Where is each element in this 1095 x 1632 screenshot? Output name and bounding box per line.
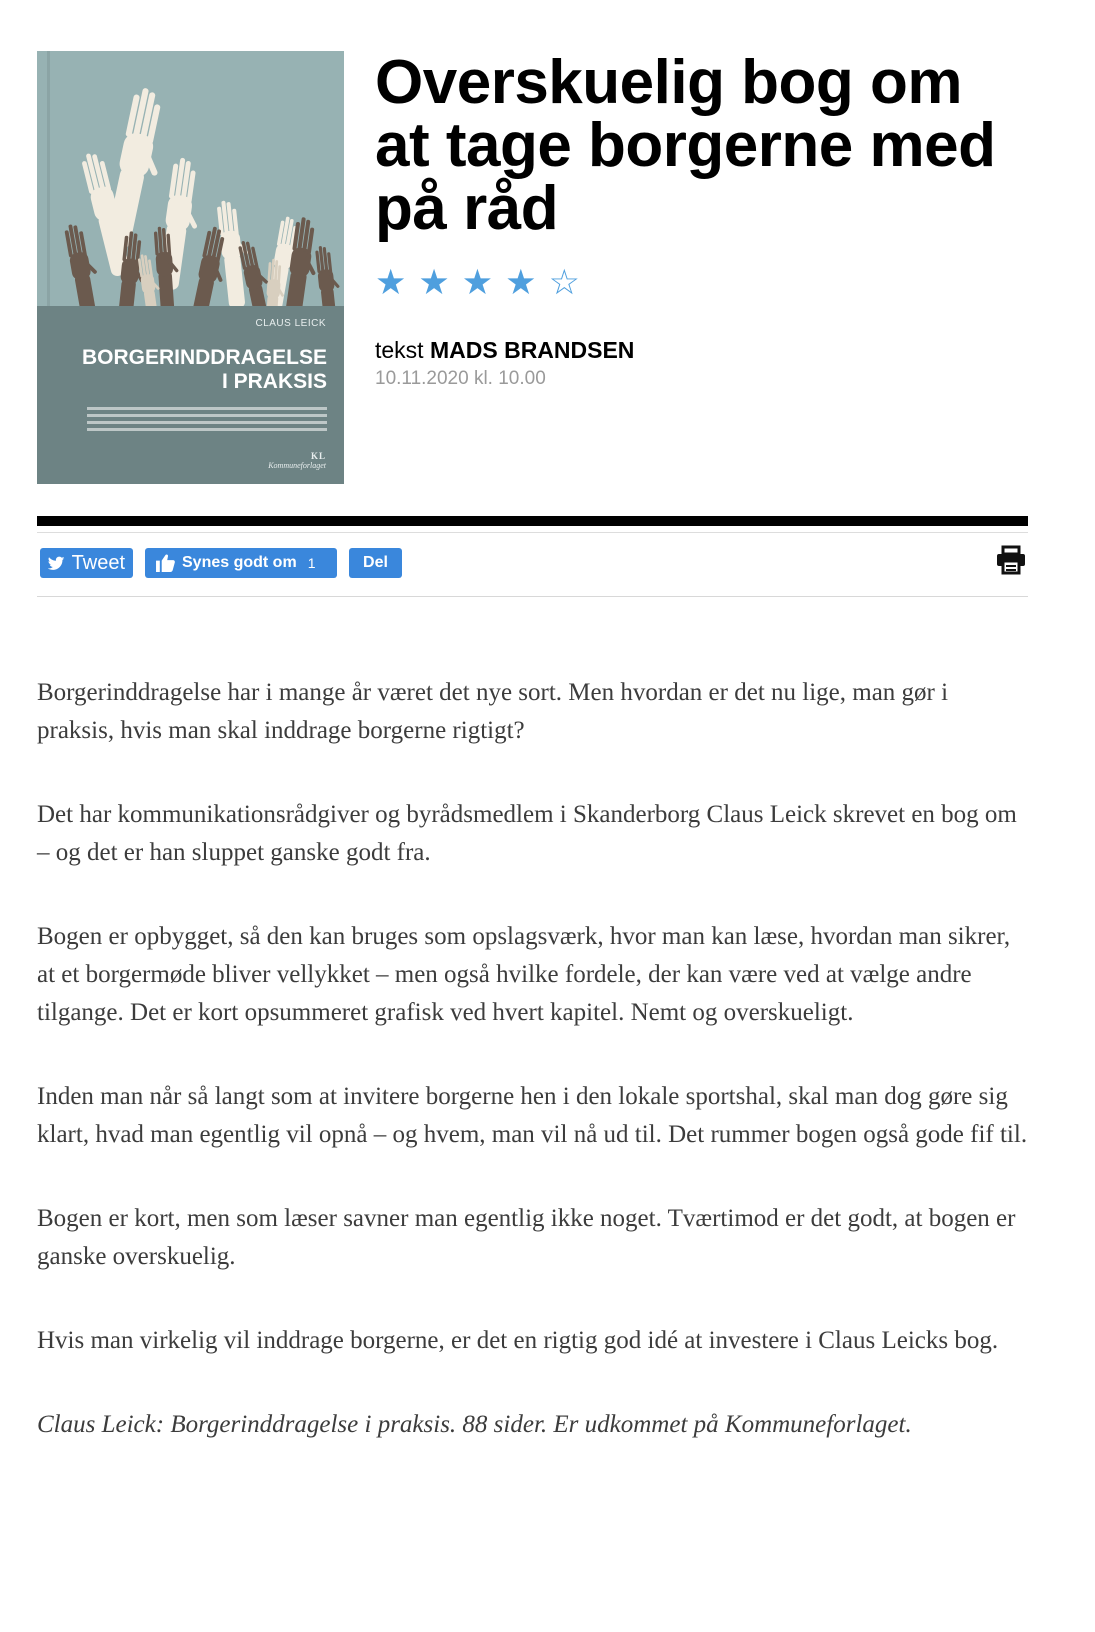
book-cover-title-panel xyxy=(37,306,344,484)
body-paragraph: Bogen er opbygget, så den kan bruges som opslagsværk, hvor man kan læse, hvordan man sikrer, at et borgermøde bliver vellykket – men også hvilke fordele, der kan være ved at vælge andre tilgange. Det er kort opsummeret grafisk ved hvert kapitel. Nemt og overskueligt. xyxy=(37,923,1011,1026)
body-paragraph: Hvis man virkelig vil inddrage borgerne, er det en rigtig god idé at investere i Claus Leicks bog. xyxy=(37,1327,999,1354)
star-rating xyxy=(375,265,580,301)
article-body xyxy=(37,674,1029,1490)
publisher-name: Kommuneforlaget xyxy=(268,461,326,470)
body-paragraph: Bogen er kort, men som læser savner man egentlig ikke noget. Tværtimod er det godt, at bogen er ganske overskuelig. xyxy=(37,1205,1016,1270)
book-cover-blurb xyxy=(87,407,327,433)
byline-prefix: tekst xyxy=(375,337,430,363)
book-cover-author: CLAUS LEICK xyxy=(255,318,326,329)
publish-date: 10.11.2020 kl. 10.00 xyxy=(375,368,546,389)
printer-icon[interactable] xyxy=(996,545,1026,575)
body-paragraph: Borgerinddragelse har i mange år været det nye sort. Men hvordan er det nu lige, man gør i praksis, hvis man skal inddrage borgerne rigtigt? xyxy=(37,679,949,744)
book-credit-line: Claus Leick: Borgerinddragelse i praksis. 88 sider. Er udkommet på Kommuneforlaget. xyxy=(37,1411,912,1438)
header-divider-thick xyxy=(37,516,1028,526)
twitter-bird-icon xyxy=(48,555,65,572)
book-cover-title-line-1: BORGERINDDRAGELSE xyxy=(81,346,327,369)
like-count: 1 xyxy=(307,555,316,571)
like-label: Synes godt om xyxy=(182,554,297,571)
star-filled-icon: ★ xyxy=(461,263,494,303)
thumbs-up-icon xyxy=(156,554,175,572)
book-cover-publisher xyxy=(268,451,326,470)
byline xyxy=(375,337,634,364)
like-button[interactable] xyxy=(145,548,337,578)
book-cover-title xyxy=(37,346,327,394)
article-title: Overskuelig bog om at tage borgerne med på råd xyxy=(375,48,996,243)
author-name[interactable]: MADS BRANDSEN xyxy=(429,337,635,363)
share-divider xyxy=(37,596,1028,597)
book-cover-title-line-2: I PRAKSIS xyxy=(221,370,327,393)
star-empty-icon: ☆ xyxy=(548,263,580,303)
tweet-button[interactable] xyxy=(40,548,133,578)
share-button[interactable] xyxy=(349,548,402,578)
raised-hands-illustration xyxy=(37,51,344,311)
share-bar xyxy=(40,548,402,578)
star-filled-icon: ★ xyxy=(418,263,450,303)
tweet-label: Tweet xyxy=(71,551,125,574)
body-paragraph: Det har kommunikationsrådgiver og byrådsmedlem i Skanderborg Claus Leick skrevet en bog om – og det er han sluppet ganske godt fra. xyxy=(37,801,1017,866)
star-filled-icon: ★ xyxy=(375,263,407,303)
body-paragraph: Inden man når så langt som at invitere borgerne hen i den lokale sportshal, skal man dog gøre sig klart, hvad man egentlig vil opnå – og hvem, man vil nå ud til. Det rummer bogen også gode fif til. xyxy=(37,1083,1028,1148)
header-divider-thin xyxy=(37,532,1028,533)
share-label: Del xyxy=(363,554,388,571)
star-filled-icon: ★ xyxy=(505,263,537,303)
article-header xyxy=(37,48,1029,484)
publisher-logo: KL xyxy=(310,451,326,461)
book-cover-image xyxy=(37,51,344,484)
